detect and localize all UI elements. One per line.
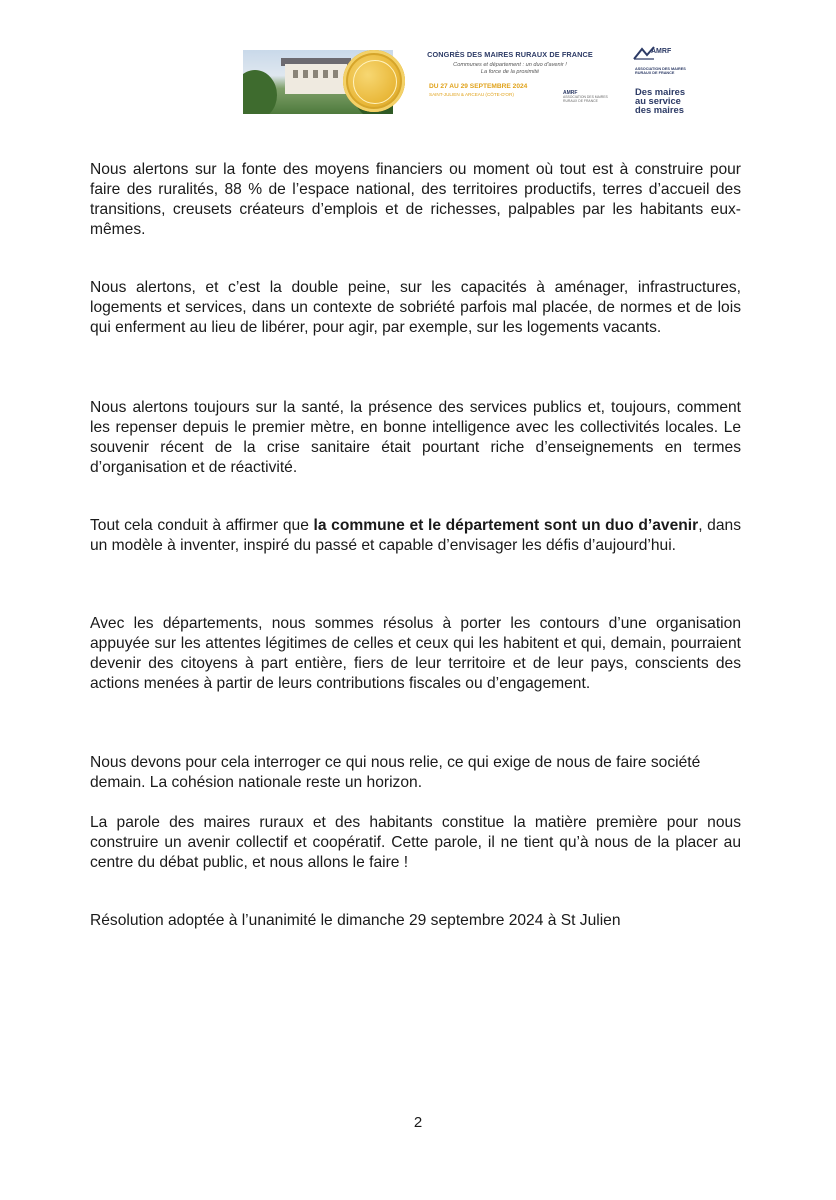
paragraph-4 [90,516,741,556]
amrf-name: ASSOCIATION DES MAIRES RURAUX DE FRANCE [635,67,686,76]
congress-seal-logo [343,50,405,112]
mini-logo-acronym: AMRF [563,90,578,96]
congress-place: SAINT-JULIEN & ARCEAU (CÔTE-D'OR) [429,91,514,97]
paragraph-1: Nous alertons sur la fonte des moyens financiers ou moment où tout est à construire pour faire des ruralités, 88 % de l’espace national, des territoires productifs, terres d’accueil des transitions, creusets créateurs d’emplois et de richesses, palpables par les habitants eux-mêmes. [90,161,741,238]
congress-dates: DU 27 AU 29 SEPTEMBRE 2024 [429,82,528,90]
page-number: 2 [413,1114,423,1131]
resolution-statement: Résolution adoptée à l’unanimité le dimanche 29 septembre 2024 à St Julien [90,912,621,929]
congress-title: CONGRÈS DES MAIRES RURAUX DE FRANCE [427,50,593,59]
amrf-acronym: AMRF [651,48,672,55]
mini-logo-caption: ASSOCIATION DES MAIRES RURAUX DE FRANCE [563,95,608,103]
paragraph-4-text-start: Tout cela conduit à affirmer que [90,517,314,534]
paragraph-6: Nous devons pour cela interroger ce qui nous relie, ce qui exige de nous de faire société demain. La cohésion nationale reste un horizon. [90,754,701,791]
paragraph-4-text-end: , dans un modèle à inventer, inspiré du passé et capable d’envisager les défis d’aujourd’hui. [90,517,742,554]
header-banner [243,44,693,120]
congress-tagline-1: Communes et département : un duo d'avenir ! [453,62,567,68]
paragraph-7: La parole des maires ruraux et des habitants constitue la matière première pour nous construire un avenir collectif et coopératif. Cette parole, il ne tient qu’à nous de la placer au centre du débat public, et nous allons le faire ! [90,814,741,871]
paragraph-5: Avec les départements, nous sommes résolus à porter les contours d’une organisation appuyée sur les attentes légitimes de celles et ceux qui les habitent et qui, demain, pourraient devenir des citoyens à part entière, fiers de leur territoire et de leur pays, conscients des actions menées à partir de leurs contributions fiscales ou d’engagement. [90,615,741,692]
congress-tagline-2: La force de la proximité [480,69,540,76]
paragraph-3: Nous alertons toujours sur la santé, la présence des services publics et, toujours, comment les repenser depuis le premier mètre, en bonne intelligence avec les collectivités locales. Le souvenir récent de la crise sanitaire était pourtant riche d’enseignements en termes d’organisation et de réactivité. [90,399,741,476]
amrf-mini-logo [563,90,608,103]
amrf-logo [633,46,693,115]
amrf-slogan: Des maires au service des maires [635,86,686,115]
paragraph-4-emphasis: la commune et le département sont un duo d’avenir [313,517,699,534]
paragraph-2: Nous alertons, et c’est la double peine, sur les capacités à aménager, infrastructures, logements et services, dans un contexte de sobriété parfois mal placée, de normes et de lois qui enferment au lieu de libérer, pour agir, par exemple, sur les logements vacants. [90,279,741,336]
